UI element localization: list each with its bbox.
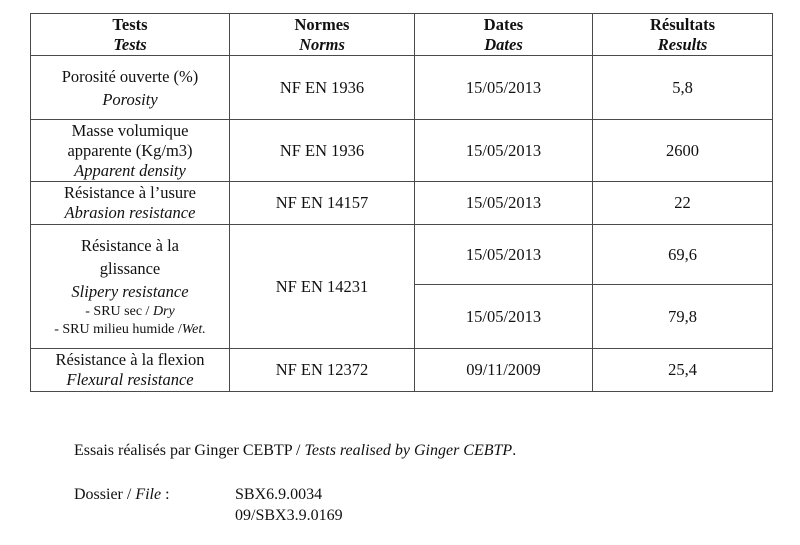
- tests-by-note: [74, 441, 516, 461]
- slip-sub-wet-en: Wet.: [181, 322, 206, 337]
- file-number: 09/SBX3.9.0169: [235, 507, 343, 524]
- header-norms-fr: Normes: [294, 14, 350, 34]
- tests-by-end: .: [512, 442, 517, 459]
- test-name-fr: Masse volumique: [71, 120, 189, 140]
- test-name-en: Apparent density: [74, 160, 186, 180]
- test-name-fr-2: apparente (Kg/m3): [67, 140, 193, 160]
- date-cell: 15/05/2013: [415, 56, 593, 120]
- header-tests: [31, 14, 230, 56]
- test-cell-porosity: [31, 56, 230, 120]
- dossier-label-en: File: [135, 486, 162, 503]
- test-cell-slip: [31, 225, 230, 349]
- slip-sub-dry-en: Dry: [152, 304, 175, 319]
- test-name-en: Flexural resistance: [66, 370, 194, 389]
- test-name-fr-2: glissance: [99, 259, 161, 278]
- header-results: [593, 14, 773, 56]
- header-tests-fr: Tests: [112, 14, 148, 34]
- header-results-en: Results: [657, 34, 708, 54]
- slip-sub-wet: [35, 321, 225, 339]
- table-row: [31, 225, 773, 285]
- result-cell: 69,6: [593, 225, 773, 285]
- header-dates: [415, 14, 593, 56]
- result-cell: 25,4: [593, 349, 773, 392]
- results-table: [30, 13, 773, 392]
- header-results-fr: Résultats: [649, 14, 716, 34]
- date-cell: 15/05/2013: [415, 285, 593, 349]
- result-cell: 22: [593, 182, 773, 225]
- slip-sub-dry-prefix: - SRU sec /: [85, 304, 153, 319]
- test-name-en: Abrasion resistance: [64, 203, 196, 222]
- test-name-fr: Porosité ouverte (%): [61, 66, 199, 86]
- result-cell: 79,8: [593, 285, 773, 349]
- dossier-label-fr: Dossier /: [74, 486, 136, 503]
- header-norms-en: Norms: [299, 34, 345, 54]
- dossier-label-colon: :: [161, 486, 170, 503]
- tests-by-fr: Essais réalisés par Ginger CEBTP /: [74, 442, 305, 459]
- result-cell: 2600: [593, 120, 773, 182]
- header-dates-en: Dates: [484, 34, 523, 54]
- norm-cell: NF EN 1936: [230, 56, 415, 120]
- date-cell: 15/05/2013: [415, 225, 593, 285]
- result-cell: 5,8: [593, 56, 773, 120]
- table-row: [31, 56, 773, 120]
- test-cell-flexural: [31, 349, 230, 392]
- test-name-fr: Résistance à la: [80, 236, 180, 255]
- test-name-en: Porosity: [102, 89, 158, 109]
- date-cell: 09/11/2009: [415, 349, 593, 392]
- norm-cell: NF EN 14231: [230, 225, 415, 349]
- test-name-en: Slipery resistance: [71, 282, 189, 301]
- norm-cell: NF EN 1936: [230, 120, 415, 182]
- test-name-fr: Résistance à la flexion: [55, 350, 205, 369]
- file-number: SBX6.9.0034: [235, 486, 323, 503]
- header-row: [31, 14, 773, 56]
- test-cell-abrasion: [31, 182, 230, 225]
- date-cell: 15/05/2013: [415, 120, 593, 182]
- table-row: [31, 349, 773, 392]
- header-tests-en: Tests: [113, 34, 147, 54]
- test-name-fr: Résistance à l’usure: [64, 183, 196, 202]
- dossier-label: [74, 484, 170, 505]
- header-dates-fr: Dates: [483, 14, 524, 34]
- dossier-values: [235, 484, 343, 526]
- table-row: [31, 120, 773, 182]
- tests-by-en: Tests realised by Ginger CEBTP: [304, 442, 513, 459]
- slip-sub-wet-prefix: - SRU milieu humide /: [54, 322, 182, 337]
- date-cell: 15/05/2013: [415, 182, 593, 225]
- table-row: [31, 182, 773, 225]
- slip-sub-dry: [35, 303, 225, 321]
- norm-cell: NF EN 12372: [230, 349, 415, 392]
- header-norms: [230, 14, 415, 56]
- norm-cell: NF EN 14157: [230, 182, 415, 225]
- test-cell-density: [31, 120, 230, 182]
